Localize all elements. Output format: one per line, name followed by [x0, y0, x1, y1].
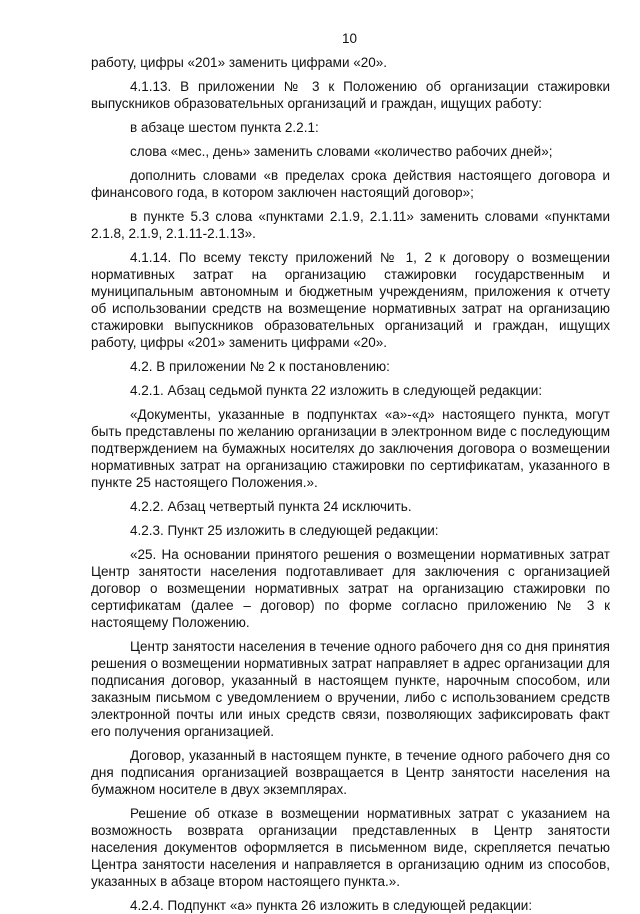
page-number: 10: [341, 31, 358, 46]
paragraph-4-2-1: 4.2.1. Абзац седьмой пункта 22 изложить в следующей редакции:: [130, 383, 543, 398]
paragraph-4-2-2: 4.2.2. Абзац четвертый пункта 24 исключить.: [130, 499, 412, 514]
paragraph-punkt-5-3: в пункте 5.3 слова «пунктами 2.1.9, 2.1.11» заменить словами «пунктами 2.1.8, 2.1.9, 2.1.11-2.1.13».: [91, 209, 610, 241]
paragraph-continuation: работу, цифры «201» заменить цифрами «20».: [91, 55, 388, 70]
paragraph-abzac-2-2-1: в абзаце шестом пункта 2.2.1:: [130, 120, 319, 135]
paragraph-centr-zanyatosti: Центр занятости населения в течение одного рабочего дня со дня принятия решения о возмещении нормативных затрат направляет в адрес организации для подписания договор, указанный в настоящем пункте, нарочным способом, или заказным письмом с уведомлением о вручении, либо с использованием средств электронной почты или иных средств связи, позволяющих зафиксировать факт его получения организацией.: [91, 639, 610, 739]
paragraph-slova-zamenit: слова «мес., день» заменить словами «количество рабочих дней»;: [130, 144, 553, 159]
paragraph-4-2-4: 4.2.4. Подпункт «а» пункта 26 изложить в следующей редакции:: [130, 898, 533, 913]
paragraph-4-1-13: 4.1.13. В приложении № 3 к Положению об организации стажировки выпускников образовательных организаций и граждан, ищущих работу:: [91, 79, 610, 111]
paragraph-reshenie-ob-otkaze: Решение об отказе в возмещении нормативных затрат с указанием на возможность возврата организации представленных в Центр занятости населения документов оформляется в письменном виде, скрепляется печатью Центра занятости населения и направляется в организацию одним из способов, указанных в абзаце втором настоящего пункта.».: [91, 806, 610, 889]
paragraph-dogovor-vozvrashchaetsya: Договор, указанный в настоящем пункте, в течение одного рабочего дня со дня подписания организацией возвращается в Центр занятости населения на бумажном носителе в двух экземплярах.: [91, 748, 610, 797]
paragraph-4-2: 4.2. В приложении № 2 к постановлению:: [130, 359, 390, 374]
paragraph-4-1-14: 4.1.14. По всему тексту приложений № 1, 2 к договору о возмещении нормативных затрат на организацию стажировки государственным и муниципальным автономным и бюджетным учреждениям, приложения к отчету об использовании средств на возмещение нормативных затрат на организацию стажировки выпускников образовательных организаций и граждан, ищущих работу, цифры «201» заменить цифрами «20».: [91, 250, 610, 350]
paragraph-dokumenty-quote: «Документы, указанные в подпунктах «а»-«д» настоящего пункта, могут быть представлены по желанию организации в электронном виде с последующим подтверждением на бумажных носителях до заключения договора о возмещении нормативных затрат на организацию стажировки по сертификатам, указанного в пункте 25 настоящего Положения.».: [91, 407, 610, 490]
paragraph-dopolnit: дополнить словами «в пределах срока действия настоящего договора и финансового года, в котором заключен настоящий договор»;: [91, 168, 610, 200]
paragraph-punkt-25: «25. На основании принятого решения о возмещении нормативных затрат Центр занятости населения подготавливает для заключения с организацией договор о возмещении нормативных затрат на организацию стажировки по сертификатам (далее – договор) по форме согласно приложению № 3 к настоящему Положению.: [91, 547, 610, 630]
paragraph-4-2-3: 4.2.3. Пункт 25 изложить в следующей редакции:: [130, 523, 439, 538]
